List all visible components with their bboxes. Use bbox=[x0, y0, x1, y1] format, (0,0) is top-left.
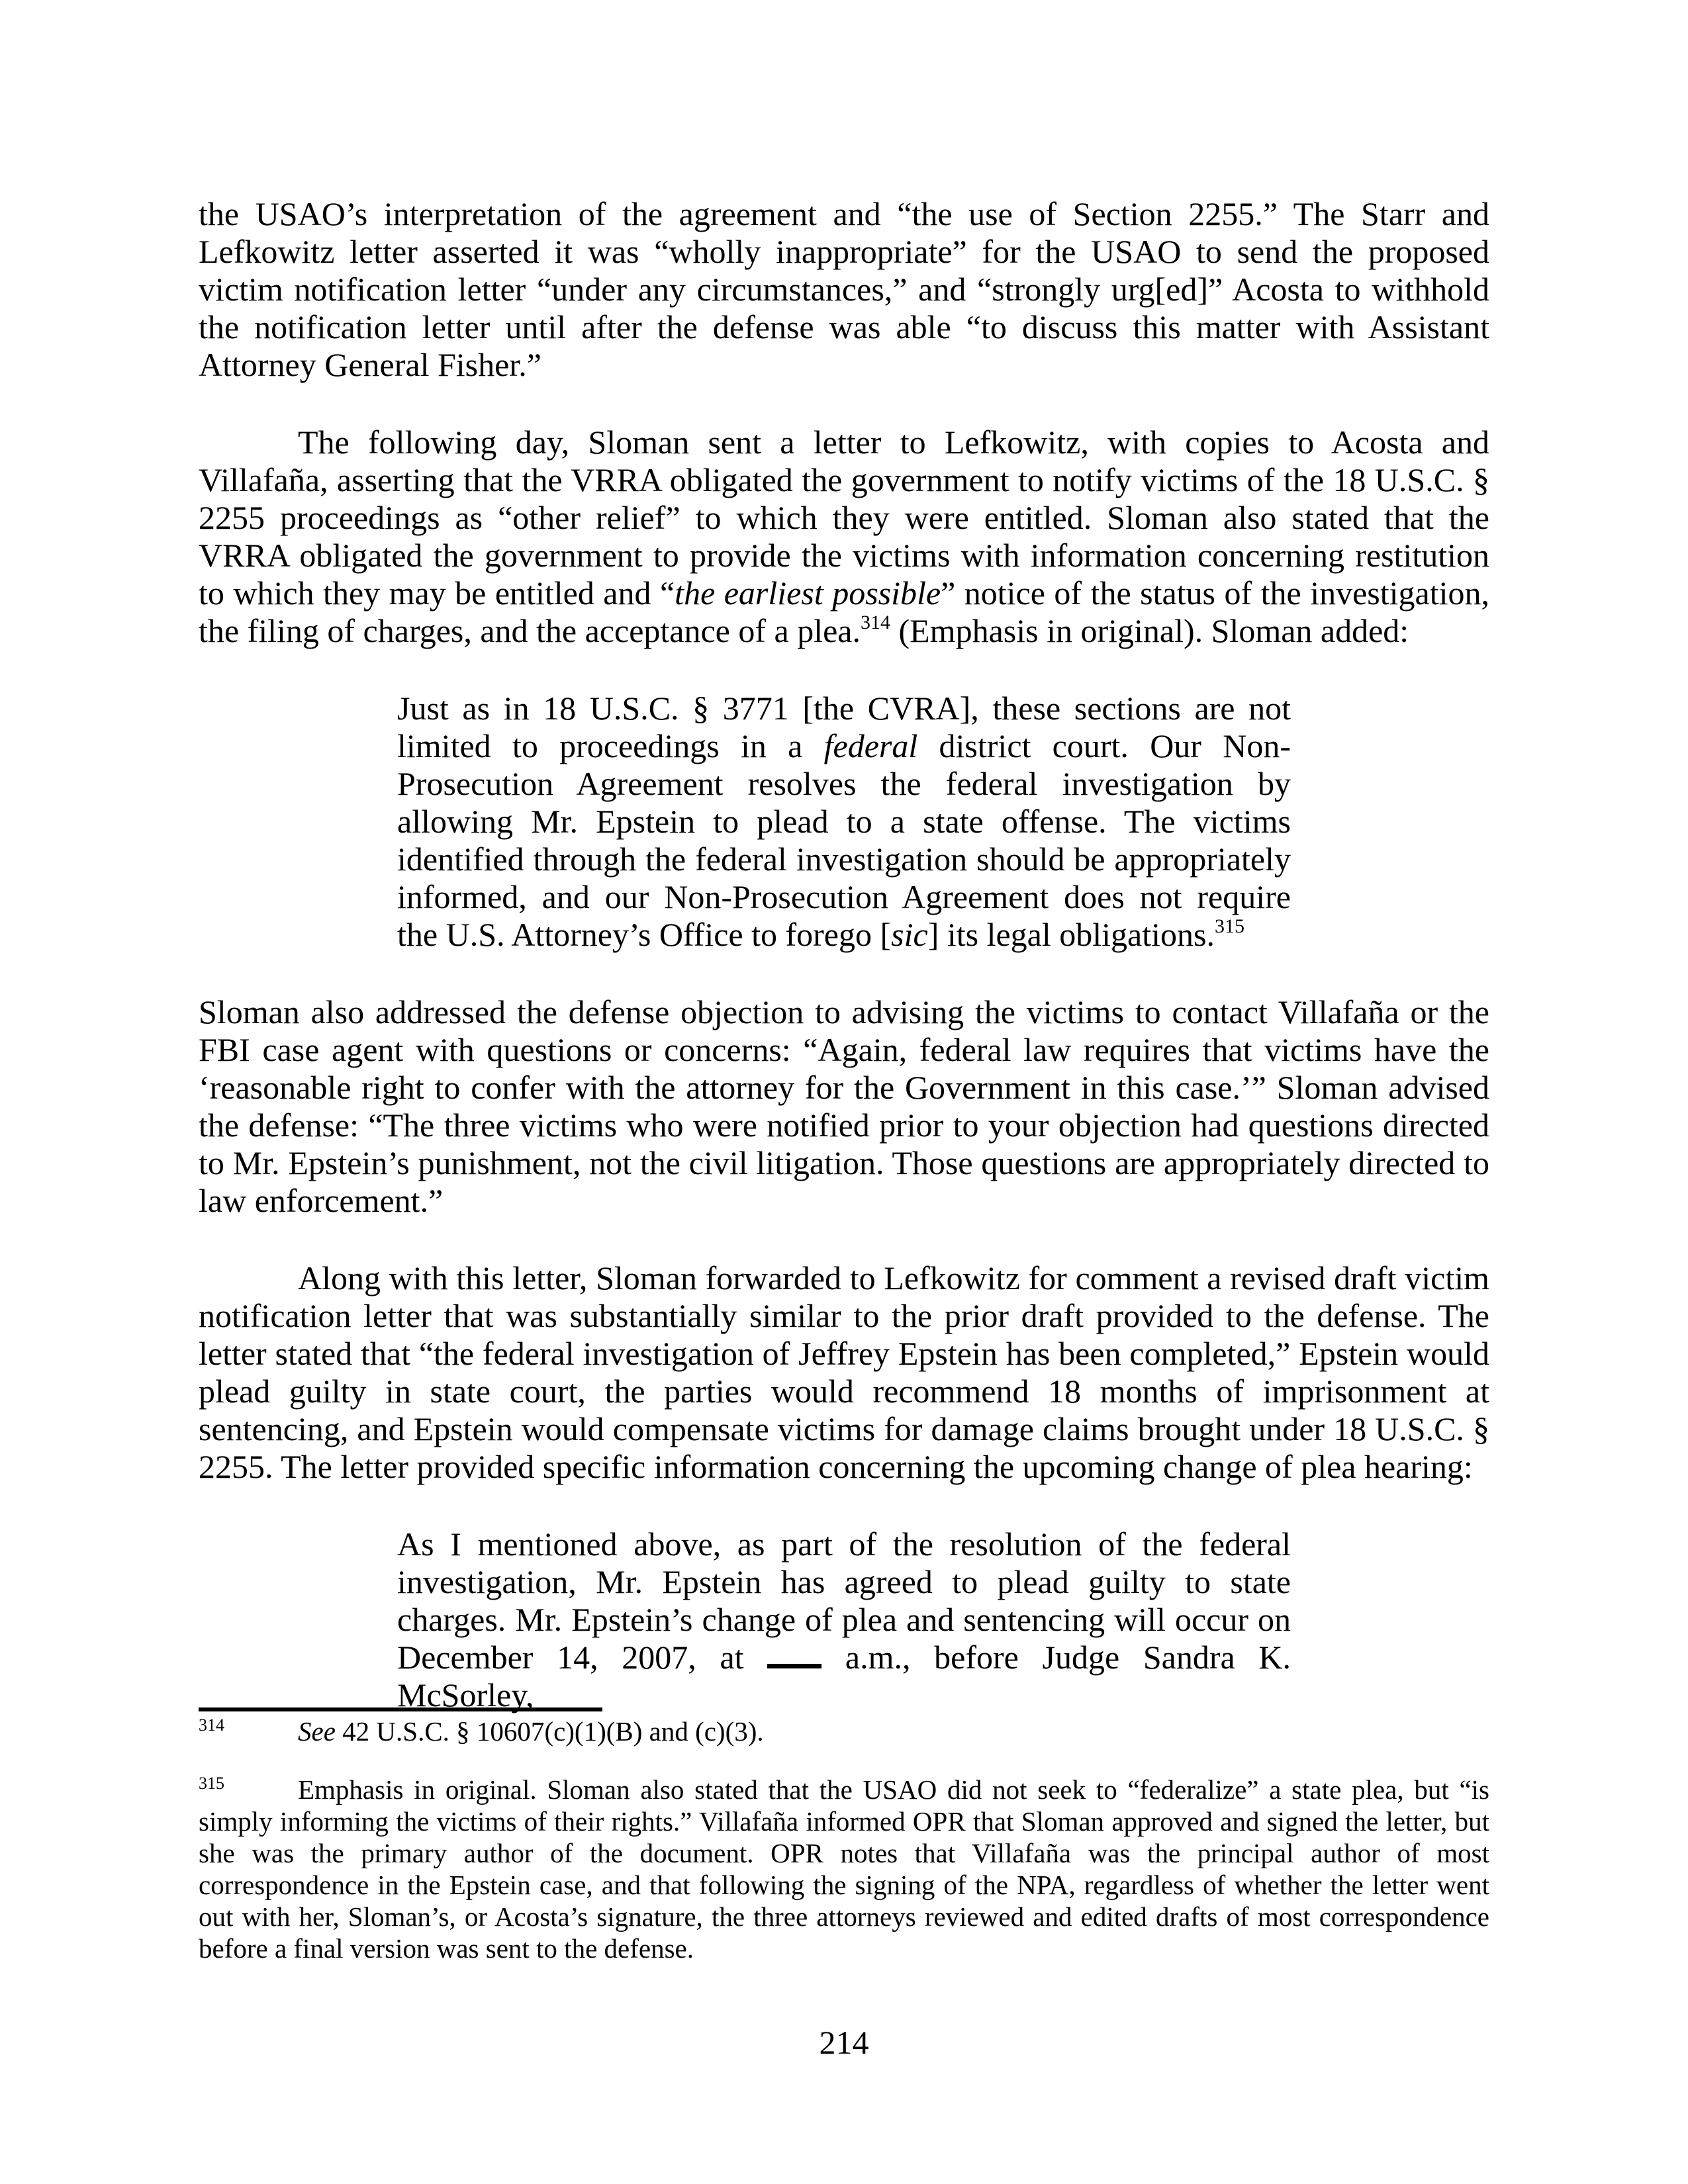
footnote-315: $^{315}$ Emphasis in original. Sloman also stated that the USAO did not seek to “federalize” a state plea, but “is simply informing the victims of their rights.” Villafaña informed OPR that Sloman approved and signed the letter, but she was the primary author of the document. OPR notes that Villafaña was the principal author of most correspondence in the Epstein case, and that following the signing of the NPA, regardless of whether the letter went out with her, Sloman’s, or Acosta’s signature, the three attorneys reviewed and edited drafts of most correspondence before a final version was sent to the defense. bbox=[199, 1774, 1489, 1964]
footnote-separator bbox=[199, 1707, 602, 1711]
blockquote-plea-hearing-details: As I mentioned above, as part of the resolution of the federal investigation, Mr. Epstein has agreed to plead guilty to state charges. Mr. Epstein’s change of plea and sentencing will occur on December 14, 2007, at a.m., before Judge Sandra K. McSorley, bbox=[397, 1525, 1291, 1713]
footnote-section bbox=[199, 1707, 1489, 1991]
footnote-text-315: Emphasis in original. Sloman also stated that the USAO did not seek to “federalize” a state plea, but “is simply informing the victims of their rights.” Villafaña informed OPR that Sloman approved and signed the letter, but she was the primary author of the document. OPR notes that Villafaña was the principal author of most correspondence in the Epstein case, and that following the signing of the NPA, regardless of whether the letter went out with her, Sloman’s, or Acosta’s signature, the three attorneys reviewed and edited drafts of most correspondence before a final version was sent to the defense. bbox=[199, 1774, 1489, 1964]
paragraph-defense-objection: Sloman also addressed the defense objection to advising the victims to contact Villafaña or the FBI case agent with questions or concerns: “Again, federal law requires that victims have the ‘reasonable right to confer with the attorney for the Government in this case.’” Sloman advised the defense: “The three victims who were notified prior to your objection had questions directed to Mr. Epstein’s punishment, not the civil litigation. Those questions are appropriately directed to law enforcement.” bbox=[199, 993, 1489, 1219]
paragraph-usao-interpretation: the USAO’s interpretation of the agreement and “the use of Section 2255.” The Starr and Lefkowitz letter asserted it was “wholly inappropriate” for the USAO to send the proposed victim notification letter “under any circumstances,” and “strongly urg[ed]” Acosta to withhold the notification letter until after the defense was able “to discuss this matter with Assistant Attorney General Fisher.” bbox=[199, 195, 1489, 383]
footnote-text-314: See 42 U.S.C. § 10607(c)(1)(B) and (c)(3). bbox=[298, 1716, 764, 1747]
body-text bbox=[199, 195, 1489, 1754]
paragraph-revised-draft-letter: Along with this letter, Sloman forwarded to Lefkowitz for comment a revised draft victim notification letter that was substantially similar to the prior draft provided to the defense. The letter stated that “the federal investigation of Jeffrey Epstein has been completed,” Epstein would plead guilty in state court, the parties would recommend 18 months of imprisonment at sentencing, and Epstein would compensate victims for damage claims brought under 18 U.S.C. § 2255. The letter provided specific information concerning the upcoming change of plea hearing: bbox=[199, 1259, 1489, 1485]
page-number: 214 bbox=[819, 2024, 869, 2061]
paragraph-sloman-vrra-letter: The following day, Sloman sent a letter to Lefkowitz, with copies to Acosta and Villafaña, asserting that the VRRA obligated the government to notify victims of the 18 U.S.C. § 2255 proceedings as “other relief” to which they were entitled. Sloman also stated that the VRRA obligated the government to provide the victims with information concerning restitution to which they may be entitled and “the earliest possible” notice of the status of the investigation, the filing of charges, and the acceptance of a plea.$^{314}$ (Emphasis in original). Sloman added: bbox=[199, 424, 1489, 649]
footnote-314: $^{314}$ See 42 U.S.C. § 10607(c)(1)(B) and (c)(3). bbox=[199, 1715, 764, 1747]
blockquote-cvra-sections: Just as in 18 U.S.C. § 3771 [the CVRA], these sections are not limited to proceedings in a federal district court. Our Non-Prosecution Agreement resolves the federal investigation by allowing Mr. Epstein to plead to a state offense. The victims identified through the federal investigation should be appropriately informed, and our Non-Prosecution Agreement does not require the U.S. Attorney’s Office to forego [sic] its legal obligations.$^{315}$ bbox=[397, 690, 1291, 953]
